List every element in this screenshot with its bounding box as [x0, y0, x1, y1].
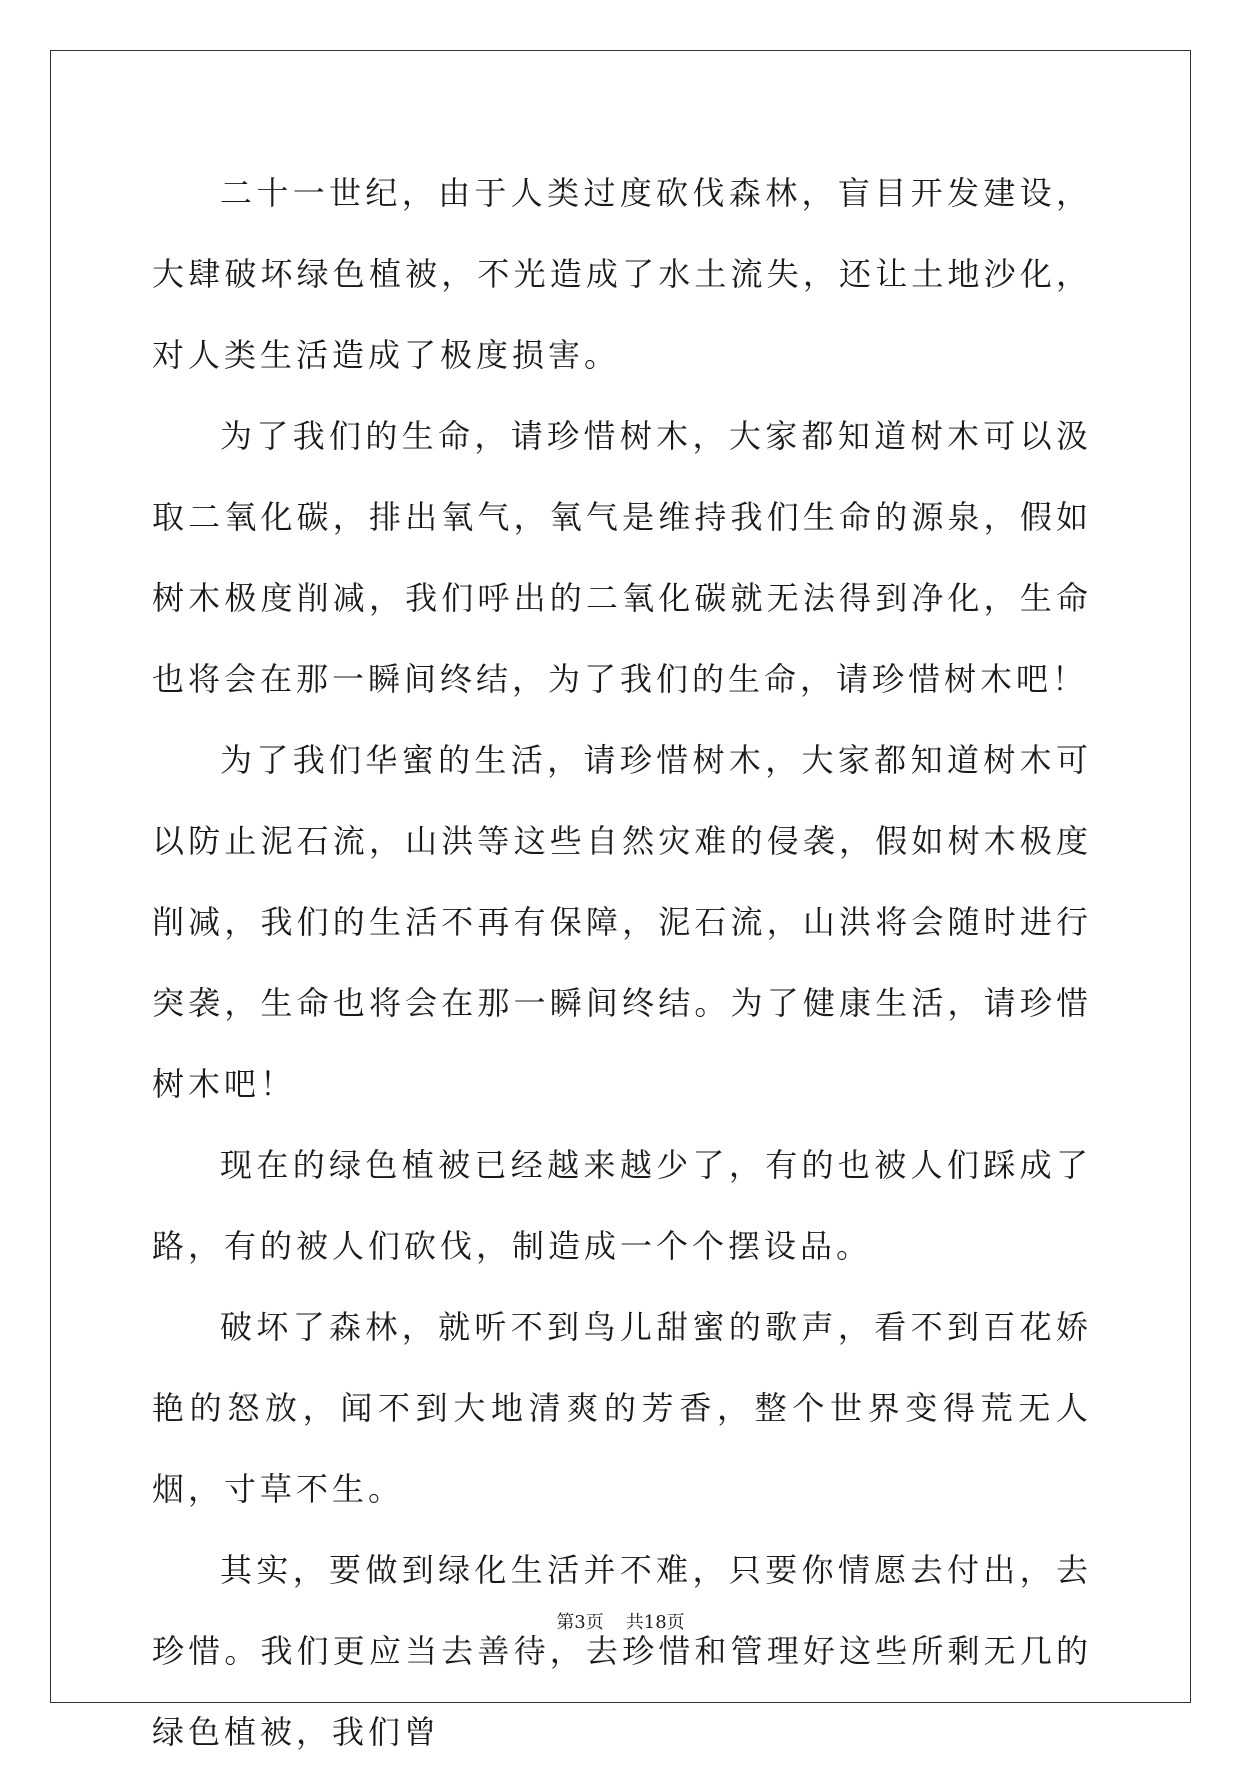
paragraph-3: 为了我们华蜜的生活，请珍惜树木，大家都知道树木可以防止泥石流，山洪等这些自然灾难的侵袭，假如树木极度削减，我们的生活不再有保障，泥石流，山洪将会随时进行突袭，生命也将会在那一瞬间终结。为了健康生活，请珍惜树木吧！	[152, 741, 1092, 1103]
paragraph-2: 为了我们的生命，请珍惜树木，大家都知道树木可以汲取二氧化碳，排出氧气，氧气是维持我们生命的源泉，假如树木极度削减，我们呼出的二氧化碳就无法得到净化，生命也将会在那一瞬间终结，为了我们的生命，请珍惜树木吧！	[152, 417, 1092, 698]
page-footer	[0, 1608, 1241, 1634]
paragraph-5: 破坏了森林，就听不到鸟儿甜蜜的歌声，看不到百花娇艳的怒放，闻不到大地清爽的芳香，整个世界变得荒无人烟，寸草不生。	[152, 1308, 1092, 1508]
document-body	[152, 153, 1092, 1773]
paragraph-4: 现在的绿色植被已经越来越少了，有的也被人们踩成了路，有的被人们砍伐，制造成一个个摆设品。	[152, 1146, 1092, 1265]
page-total: 共18页	[625, 1612, 685, 1633]
paragraph-6: 其实，要做到绿化生活并不难，只要你情愿去付出，去珍惜。我们更应当去善待，去珍惜和管理好这些所剩无几的绿色植被，我们曾	[152, 1551, 1092, 1751]
page-number: 第3页	[556, 1612, 604, 1633]
paragraph-1: 二十一世纪，由于人类过度砍伐森林，盲目开发建设，大肆破坏绿色植被，不光造成了水土流失，还让土地沙化，对人类生活造成了极度损害。	[152, 174, 1092, 374]
